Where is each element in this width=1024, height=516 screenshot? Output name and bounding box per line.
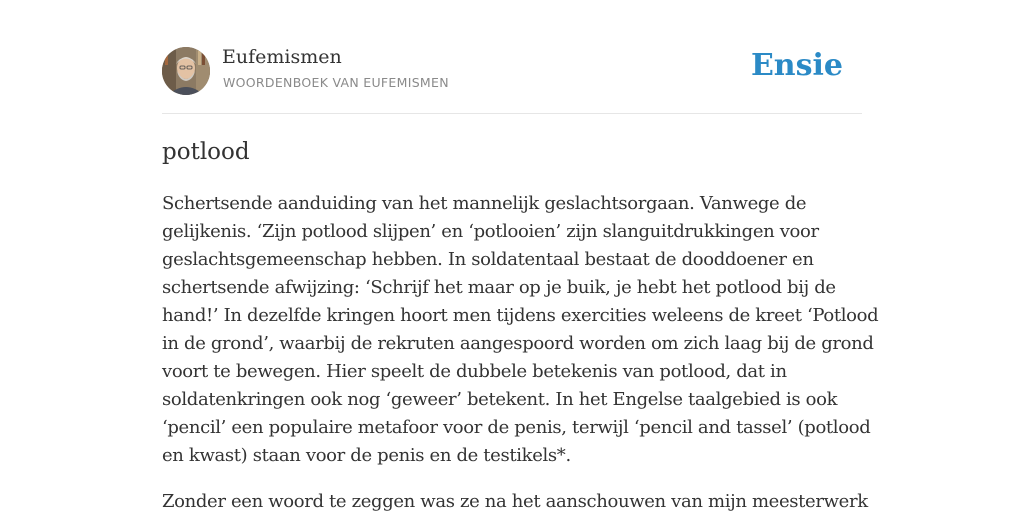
definition-line: ‘pencil’ een populaire metafoor voor de penis, terwijl ‘pencil and tassel’ (potlood — [162, 417, 871, 438]
header — [162, 0, 862, 114]
definition-line: Schertsende aanduiding van het mannelijk geslachtsorgaan. Vanwege de — [162, 193, 807, 214]
entry-title: potlood — [162, 139, 250, 165]
dictionary-title[interactable]: Eufemismen — [222, 46, 342, 68]
definition-line: schertsende afwijzing: ‘Schrijf het maar op je buik, je hebt het potlood bij de — [162, 277, 836, 298]
brand-logo[interactable]: Ensie — [750, 48, 843, 83]
page — [162, 0, 879, 512]
dictionary-subtitle: WOORDENBOEK VAN EUFEMISMEN — [223, 75, 449, 90]
definition-line: geslachtsgemeenschap hebben. In soldatentaal bestaat de dooddoener en — [162, 249, 814, 270]
definition-line: soldatenkringen ook nog ‘geweer’ betekent. In het Engelse taalgebied is ook — [162, 389, 838, 410]
definition-line: hand!’ In dezelfde kringen hoort men tijdens exercities weleens de kreet ‘Potlood — [162, 305, 879, 326]
definition-line: gelijkenis. ‘Zijn potlood slijpen’ en ‘potlooien’ zijn slanguitdrukkingen voor — [162, 221, 819, 242]
definition-line: in de grond’, waarbij de rekruten aangespoord worden om zich laag bij de grond — [162, 333, 874, 354]
entry-definition — [162, 190, 879, 470]
entry-example: Zonder een woord te zeggen was ze na het aanschouwen van mijn meesterwerk — [162, 491, 868, 512]
definition-line: en kwast) staan voor de penis en de testikels*. — [162, 445, 571, 466]
author-portrait-icon[interactable] — [162, 47, 210, 95]
definition-line: voort te bewegen. Hier speelt de dubbele betekenis van potlood, dat in — [162, 361, 787, 382]
